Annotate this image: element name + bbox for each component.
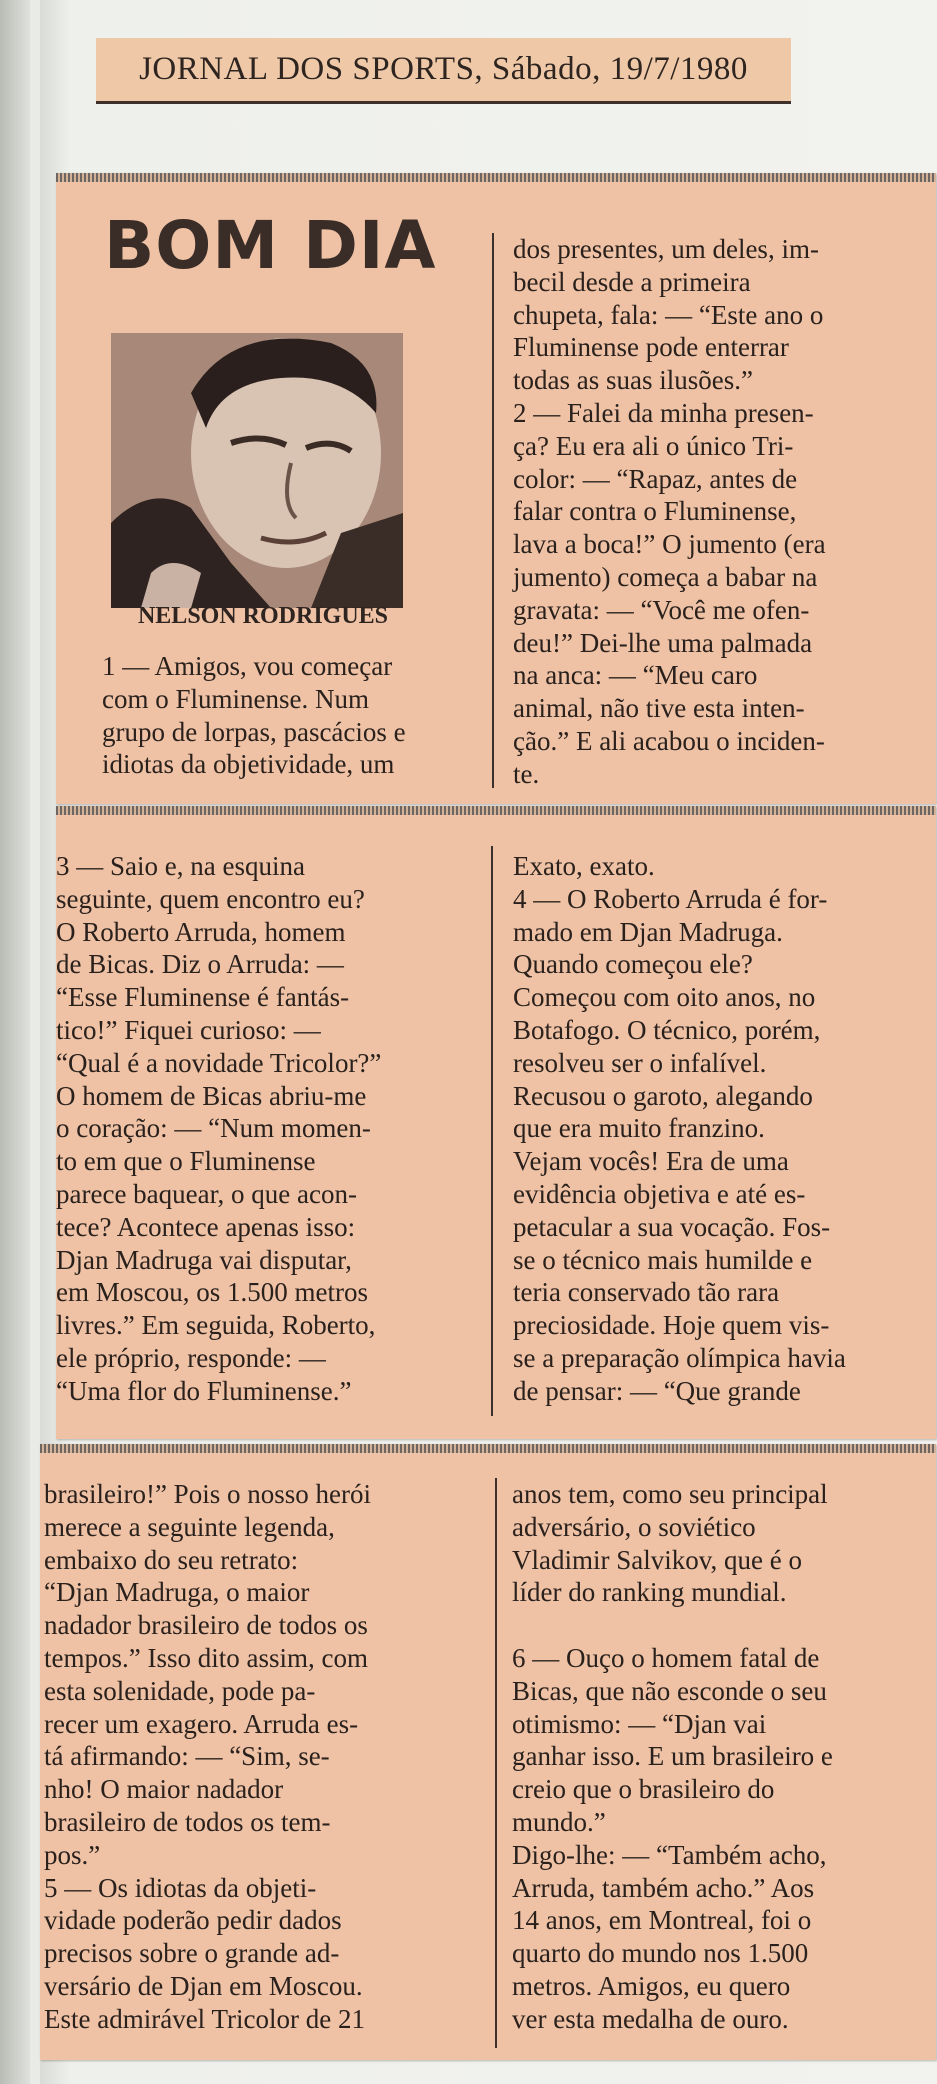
text-col-3b: anos tem, como seu principal adversário, o soviético Vladimir Salvikov, que é o líder do ranking mundial. 6 — Ouço o homem fatal de Bicas, que não esconde o seu otimismo: — “Djan vai ganhar isso. E um brasileiro e creio que o brasileiro do mundo.” Digo-lhe: — “Também acho, Arruda, também acho.” Aos 14 anos, em Montreal, foi o quarto do mundo nos 1.500 metros. Amigos, eu quero ver esta medalha de ouro. bbox=[512, 1479, 833, 2034]
text-col-2a: 3 — Saio e, na esquina seguinte, quem encontro eu? O Roberto Arruda, homem de Bicas. Diz o Arruda: — “Esse Fluminense é fantás- tico!” Fiquei curioso: — “Qual é a novidade Tricolor?” O homem de Bicas abriu-me o coração: — “Num momen- to em que o Fluminense parece baquear, o que acon- tece? Acontece apenas isso: Djan Madruga vai disputar, em Moscou, os 1.500 metros livres.” Em seguida, Roberto, ele próprio, responde: — “Uma flor do Fluminense.” bbox=[56, 851, 382, 1406]
column-rule bbox=[492, 233, 494, 788]
clipping-2 bbox=[56, 806, 936, 1439]
author-photo bbox=[111, 333, 403, 608]
author-byline: NELSON RODRIGUES bbox=[137, 603, 389, 629]
column-rule bbox=[495, 1478, 497, 2048]
column-title: BOM DIA bbox=[104, 207, 437, 284]
text-col-1b: dos presentes, um deles, im- becil desde a primeira chupeta, fala: — “Este ano o Fluminense pode enterrar todas as suas ilusões.” 2 — Falei da minha presen- ça? Eu era ali o único Tri- color: — “Rapaz, antes de falar contra o Fluminense, lava a boca!” O jumento (era jumento) começa a babar na gravata: — “Você me ofen- deu!” Dei-lhe uma palmada na anca: — “Meu caro animal, não tive esta inten- ção.” E ali acabou o inciden- te. bbox=[513, 234, 826, 789]
text-col-2b: Exato, exato. 4 — O Roberto Arruda é for- mado em Djan Madruga. Quando começou ele? Começou com oito anos, no Botafogo. O técnico, porém, resolveu ser o infalível. Recusou o garoto, alegando que era muito franzino. Vejam vocês! Era de uma evidência objetiva e até es- petacular a sua vocação. Fos- se o técnico mais humilde e teria conservado tão rara preciosidade. Hoje quem vis- se a preparação olímpica havia de pensar: — “Que grande bbox=[513, 851, 846, 1406]
clipping-1 bbox=[56, 173, 936, 804]
newspaper-masthead: JORNAL DOS SPORTS, Sábado, 19/7/1980 bbox=[96, 38, 791, 104]
scanner-edge bbox=[0, 0, 30, 2084]
text-col-1a: 1 — Amigos, vou começar com o Fluminense. Num grupo de lorpas, pascácios e idiotas da objetividade, um bbox=[102, 651, 406, 780]
clipping-3 bbox=[40, 1444, 936, 2060]
column-rule bbox=[491, 846, 493, 1416]
text-col-3a: brasileiro!” Pois o nosso herói merece a seguinte legenda, embaixo do seu retrato: “Djan Madruga, o maior nadador brasileiro de todos os tempos.” Isso dito assim, com esta solenidade, pode pa- recer um exagero. Arruda es- tá afirmando: — “Sim, se- nho! O maior nadador brasileiro de todos os tem- pos.” 5 — Os idiotas da objeti- vidade poderão pedir dados precisos sobre o grande ad- versário de Djan em Moscou. Este admirável Tricolor de 21 bbox=[44, 1479, 371, 2034]
